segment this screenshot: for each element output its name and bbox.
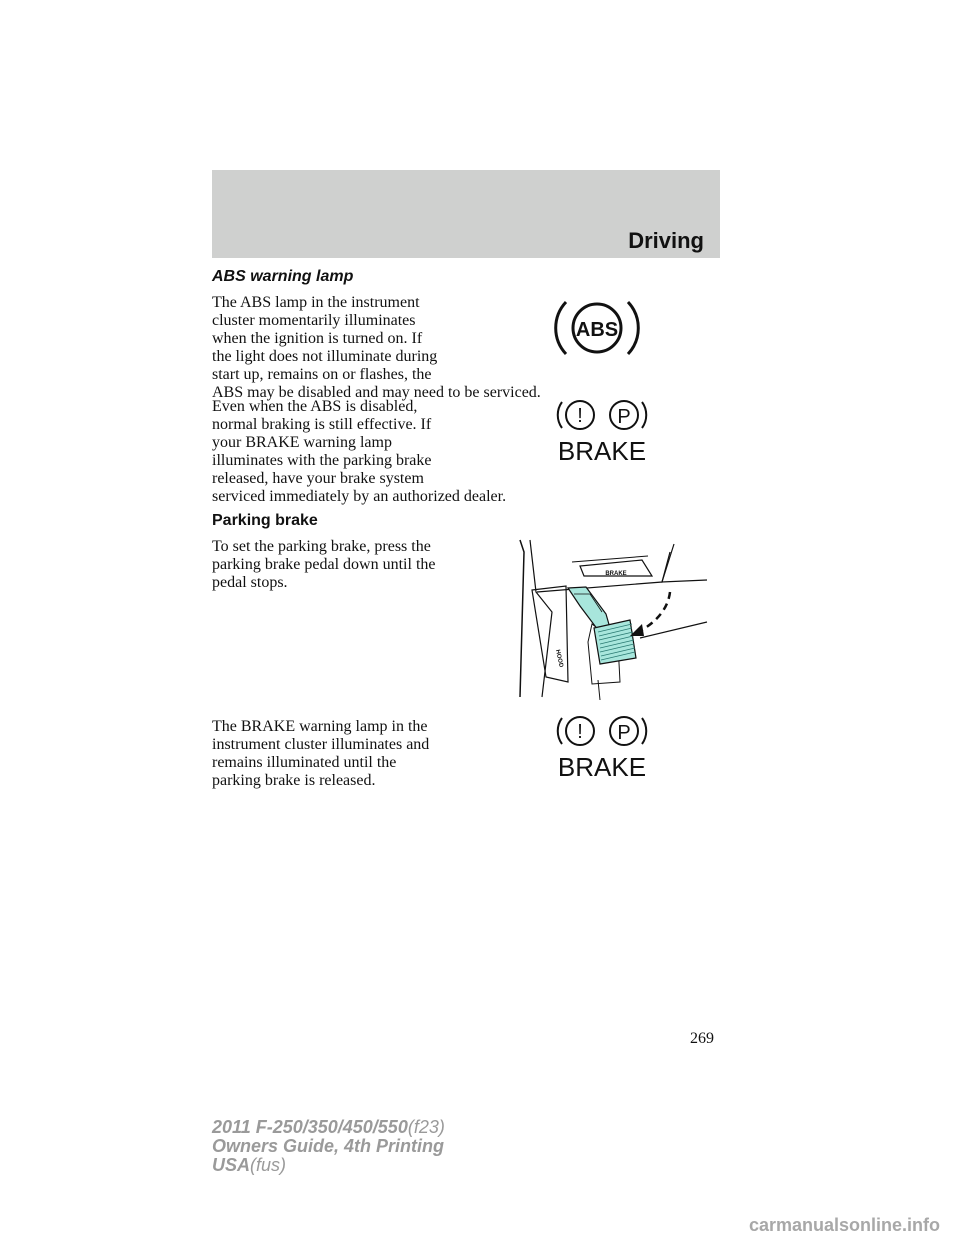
abs-icon-label: ABS <box>575 319 619 341</box>
watermark: carmanualsonline.info <box>748 1215 940 1235</box>
abs-paragraph: The ABS lamp in the instrument cluster momentarily illuminates when the ignition is turned on. If the light does not illuminate during start up, remains on or flashes, the ABS may be disabled and may need to be serviced. <box>212 294 541 401</box>
brake-warning-icon <box>552 398 652 464</box>
svg-text:BRAKE: BRAKE <box>557 436 647 464</box>
abs-paragraph-2: Even when the ABS is disabled, normal braking is still effective. If your BRAKE warning lamp illuminates with the parking brake released, have your brake system serviced immediately by an authorized dealer. <box>212 398 507 505</box>
svg-text:BRAKE: BRAKE <box>557 752 647 780</box>
section-header-band <box>212 170 720 258</box>
svg-text:!: ! <box>577 405 583 427</box>
brake-lamp-paragraph: The BRAKE warning lamp in the instrument cluster illuminates and remains illuminated until the parking brake is released. <box>212 718 430 789</box>
parking-brake-heading: Parking brake <box>212 512 318 529</box>
footer-line-2: Owners Guide, 4th Printing <box>212 1136 445 1156</box>
page-number: 269 <box>690 1030 714 1047</box>
abs-warning-icon <box>552 294 642 362</box>
section-title: Driving <box>628 228 704 253</box>
brake-warning-icon-2 <box>552 714 652 780</box>
illustration-hood-label: HOOD <box>554 649 564 669</box>
parking-brake-pedal-illustration <box>502 532 710 702</box>
footer-line-3: USA(fus) <box>212 1155 287 1175</box>
document-footer <box>212 1118 445 1175</box>
svg-text:P: P <box>617 406 631 428</box>
illustration-brake-label: BRAKE <box>605 571 627 577</box>
abs-heading: ABS warning lamp <box>212 268 354 285</box>
parking-brake-paragraph: To set the parking brake, press the parking brake pedal down until the pedal stops. <box>212 538 436 591</box>
svg-text:!: ! <box>577 721 583 743</box>
footer-line-1: 2011 F-250/350/450/550(f23) <box>212 1117 445 1137</box>
svg-text:P: P <box>617 722 631 744</box>
